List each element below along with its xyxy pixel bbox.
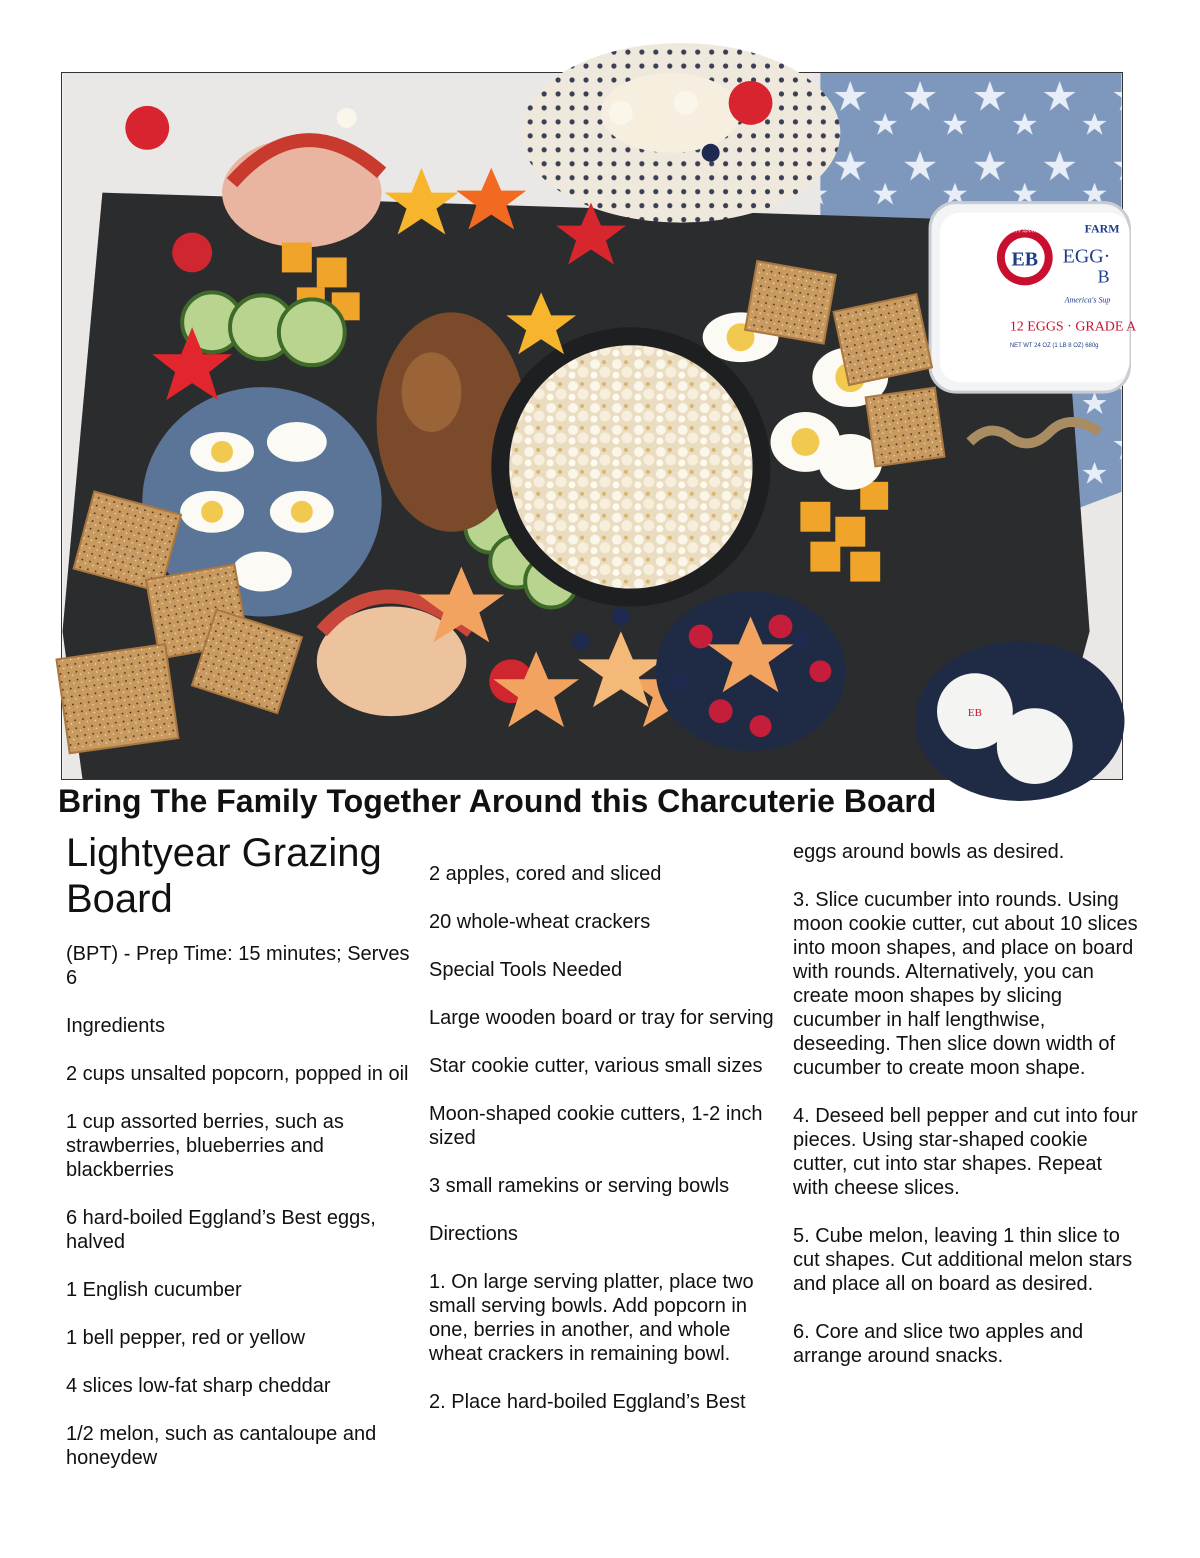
ingredient-item: 1 bell pepper, red or yellow — [66, 1327, 306, 1349]
carton-brand: FARM — [1084, 221, 1120, 236]
tool-item: 3 small ramekins or serving bowls — [429, 1175, 730, 1197]
article-headline: Bring The Family Together Around this Charcuterie Board — [58, 783, 937, 819]
direction-step: 3. Slice cucumber into rounds. Using moon cookie cutter, cut about 10 slices into moon shapes, and place on board with rounds. Alternatively, you can create moon shapes by slicing cucumber in half lengthwise, deseeding. Then slice down width of cucumber to create moon shape. — [793, 889, 1138, 1079]
carton-weight: NET WT 24 OZ (1 LB 8 OZ) 680g — [1009, 343, 1099, 350]
direction-step: 6. Core and slice two apples and arrange around snacks. — [793, 1321, 1084, 1367]
recipe-intro: (BPT) - Prep Time: 15 minutes; Serves 6 — [66, 943, 410, 989]
recipe-title: Lightyear Grazing Board — [66, 831, 382, 921]
tool-item: Moon-shaped cookie cutters, 1-2 inch sized — [429, 1103, 763, 1149]
direction-step: 5. Cube melon, leaving 1 thin slice to cut shapes. Cut additional melon stars and place all on board as desired. — [793, 1225, 1133, 1295]
carton-logo: EB — [1011, 248, 1039, 271]
direction-step: 4. Deseed bell pepper and cut into four pieces. Using star-shaped cookie cutter, cut into star shapes. Repeat with cheese slices. — [793, 1105, 1138, 1199]
ingredient-item: 1 English cucumber — [66, 1279, 242, 1301]
ingredient-item: 6 hard-boiled Eggland’s Best eggs, halved — [66, 1207, 376, 1253]
recipe-column-2 — [429, 862, 774, 1438]
recipe-column-3 — [793, 840, 1138, 1392]
egg-carton — [930, 203, 1136, 392]
egg-stamp: EB — [967, 707, 982, 720]
ingredient-item: 1/2 melon, such as cantaloupe and honeydew — [66, 1423, 377, 1469]
ingredient-item: 1 cup assorted berries, such as strawberries, blueberries and blackberries — [66, 1111, 344, 1181]
tool-item: Star cookie cutter, various small sizes — [429, 1055, 763, 1077]
carton-line2: B — [1097, 266, 1110, 287]
direction-step: 1. On large serving platter, place two small serving bowls. Add popcorn in one, berries in another, and whole wheat crackers in remaining bowl. — [429, 1271, 754, 1365]
direction-step: eggs around bowls as desired. — [793, 841, 1065, 863]
carton-grade: 12 EGGS · GRADE A — [1009, 319, 1137, 335]
carton-seal-text: QUALITY APPROVED — [999, 228, 1050, 235]
ingredients-heading: Ingredients — [66, 1015, 165, 1037]
directions-heading: Directions — [429, 1223, 518, 1245]
charcuterie-board-photo — [61, 72, 1137, 780]
carton-line1: EGG· — [1062, 245, 1111, 268]
tool-item: Large wooden board or tray for serving — [429, 1007, 774, 1029]
ingredient-item: 4 slices low-fat sharp cheddar — [66, 1375, 331, 1397]
ingredient-item: 2 cups unsalted popcorn, popped in oil — [66, 1063, 409, 1085]
ingredient-item: 20 whole-wheat crackers — [429, 911, 651, 933]
tools-heading: Special Tools Needed — [429, 959, 623, 981]
ingredient-item: 2 apples, cored and sliced — [429, 863, 662, 885]
recipe-column-1 — [66, 830, 411, 1494]
carton-tagline: America's Sup — [1064, 295, 1111, 305]
direction-step: 2. Place hard-boiled Eggland’s Best — [429, 1391, 746, 1413]
